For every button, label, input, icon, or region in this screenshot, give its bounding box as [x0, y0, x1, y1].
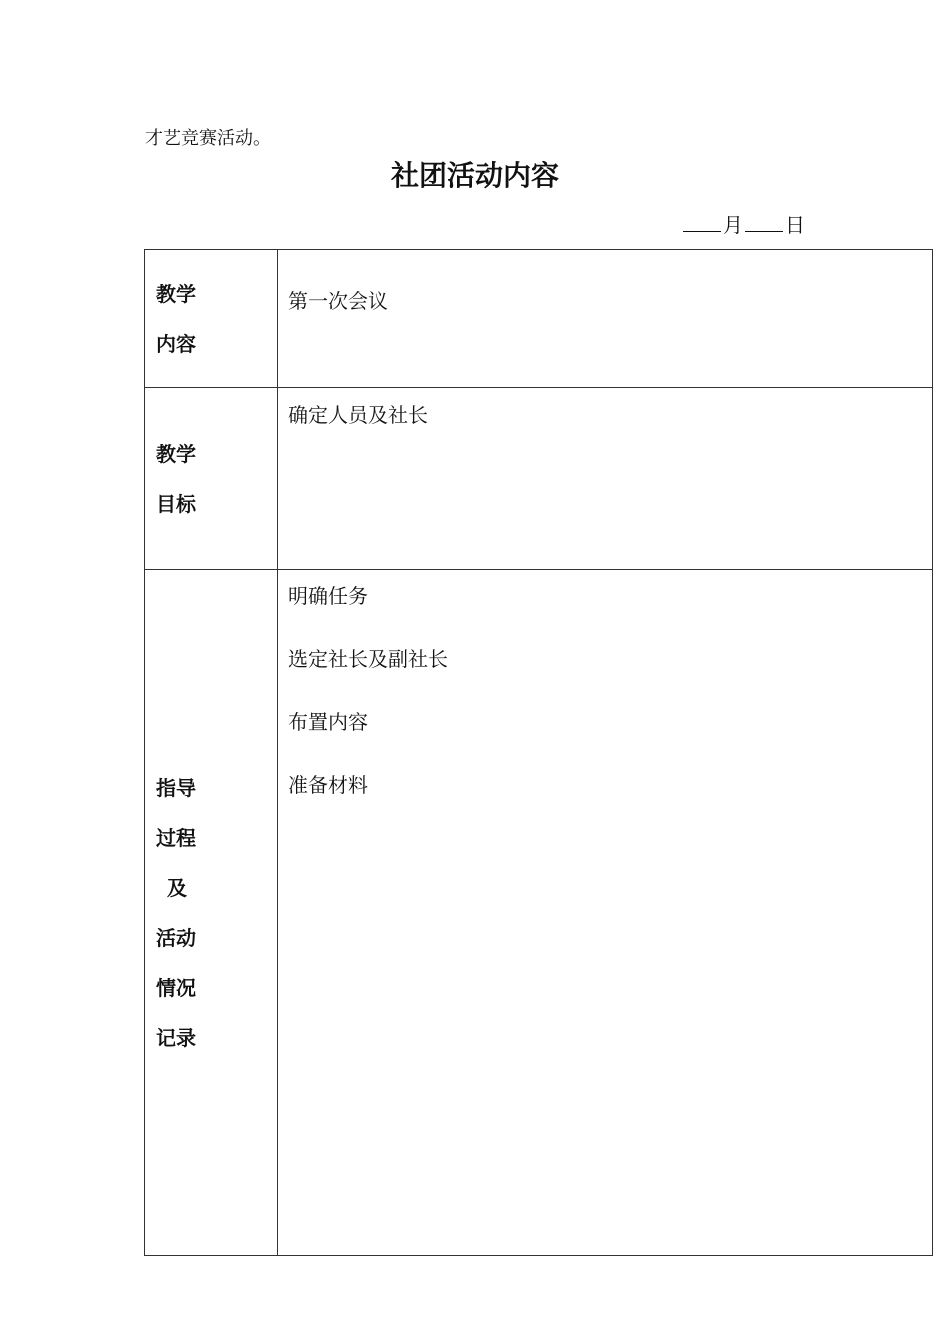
cell-guidance-record: [278, 570, 933, 1256]
activity-table: [144, 249, 933, 1256]
day-label: 日: [785, 213, 805, 237]
table-row: [145, 388, 933, 570]
month-label: 月: [723, 213, 743, 237]
list-item: 选定社长及副社长: [288, 647, 448, 671]
label-line: 及: [167, 875, 187, 900]
intro-text: 才艺竞赛活动。: [145, 128, 271, 149]
table-row: [145, 570, 933, 1256]
teaching-content-text: 第一次会议: [288, 289, 388, 313]
table-row: [145, 250, 933, 388]
cell-teaching-content: [278, 250, 933, 388]
label-line: 教学: [156, 441, 196, 466]
label-line: 内容: [156, 331, 196, 356]
label-line: 指导: [156, 775, 196, 800]
teaching-goal-text: 确定人员及社长: [288, 403, 428, 427]
date-line: [681, 212, 805, 238]
label-line: 目标: [156, 491, 196, 516]
label-line: 过程: [156, 825, 196, 850]
list-item: 明确任务: [288, 584, 368, 608]
list-item: 布置内容: [288, 710, 368, 734]
day-blank: [745, 213, 783, 232]
label-line: 记录: [156, 1025, 196, 1050]
page-title: 社团活动内容: [390, 159, 559, 192]
cell-teaching-goal: [278, 388, 933, 570]
label-line: 教学: [156, 281, 196, 306]
label-line: 情况: [156, 975, 196, 1000]
row-label-teaching-goal: [145, 388, 278, 570]
month-blank: [683, 213, 721, 232]
row-label-guidance-record: [145, 570, 278, 1256]
row-label-teaching-content: [145, 250, 278, 388]
label-line: 活动: [156, 925, 196, 950]
list-item: 准备材料: [288, 773, 368, 797]
